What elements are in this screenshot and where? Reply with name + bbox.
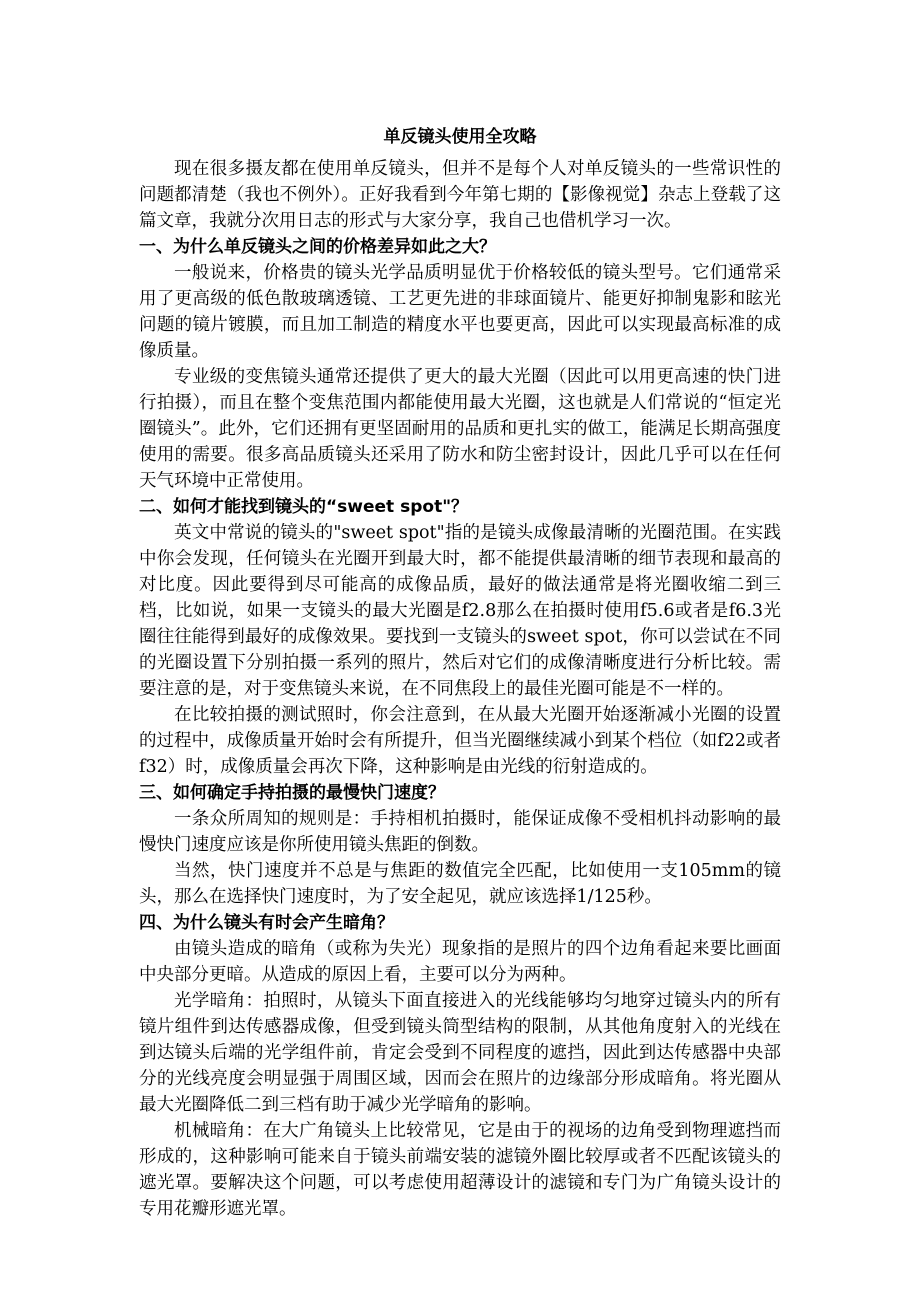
- paragraph-vignette-mechanical: 机械暗角：在大广角镜头上比较常见，它是由于的视场的边角受到物理遮挡而形成的，这种影响可能来自于镜头前端安装的滤镜外圈比较厚或者不匹配该镜头的遮光罩。要解决这个问题，可以考虑使用超薄设计的滤镜和专门为广角镜头设计的专用花瓣形遮光罩。: [139, 1121, 781, 1219]
- paragraph-sweet-spot-1: 英文中常说的镜头的"sweet spot"指的是镜头成像最清晰的光圈范围。在实践中你会发现，任何镜头在光圈开到最大时，都不能提供最清晰的细节表现和最高的对比度。因此要得到尽可能高的成像品质，最好的做法通常是将光圈收缩二到三档，比如说，如果一支镜头的最大光圈是f2.8那么在拍摄时使用f5.6或者是f6.3光圈往往能得到最好的成像效果。要找到一支镜头的sweet spot，你可以尝试在不同的光圈设置下分别拍摄一系列的照片，然后对它们的成像清晰度进行分析比较。需要注意的是，对于变焦镜头来说，在不同焦段上的最佳光圈可能是不一样的。: [139, 523, 781, 699]
- intro-paragraph: 现在很多摄友都在使用单反镜头，但并不是每个人对单反镜头的一些常识性的问题都清楚（我也不例外）。正好我看到今年第七期的【影像视觉】杂志上登载了这篇文章，我就分次用日志的形式与大家分享，我自己也借机学习一次。: [139, 159, 781, 231]
- paragraph-vignette-1: 由镜头造成的暗角（或称为失光）现象指的是照片的四个边角看起来要比画面中央部分更暗。从造成的原因上看，主要可以分为两种。: [139, 939, 781, 985]
- paragraph-sweet-spot-2: 在比较拍摄的测试照时，你会注意到，在从最大光圈开始逐渐减小光圈的设置的过程中，成像质量开始时会有所提升，但当光圈继续减小到某个档位（如f22或者f32）时，成像质量会再次下降，这种影响是由光线的衍射造成的。: [139, 705, 781, 777]
- paragraph-vignette-optical: 光学暗角：拍照时，从镜头下面直接进入的光线能够均匀地穿过镜头内的所有镜片组件到达传感器成像，但受到镜头筒型结构的限制，从其他角度射入的光线在到达镜头后端的光学组件前，肯定会受到不同程度的遮挡，因此到达传感器中央部分的光线亮度会明显强于周围区域，因而会在照片的边缘部分形成暗角。将光圈从最大光圈降低二到三档有助于减少光学暗角的影响。: [139, 991, 781, 1115]
- paragraph-price-1: 一般说来，价格贵的镜头光学品质明显优于价格较低的镜头型号。它们通常采用了更高级的低色散玻璃透镜、工艺更先进的非球面镜片、能更好抑制鬼影和眩光问题的镜片镀膜，而且加工制造的精度水平也要更高，因此可以实现最高标准的成像质量。: [139, 263, 781, 361]
- paragraph-shutter-1: 一条众所周知的规则是：手持相机拍摄时，能保证成像不受相机抖动影响的最慢快门速度应该是你所使用镜头焦距的倒数。: [139, 809, 781, 855]
- paragraph-shutter-2: 当然，快门速度并不总是与焦距的数值完全匹配，比如使用一支105mm的镜头，那么在选择快门速度时，为了安全起见，就应该选择1/125秒。: [139, 861, 781, 907]
- paragraph-price-2: 专业级的变焦镜头通常还提供了更大的最大光圈（因此可以用更高速的快门进行拍摄），而且在整个变焦范围内都能使用最大光圈，这也就是人们常说的“恒定光圈镜头”。此外，它们还拥有更坚固耐用的品质和更扎实的做工，能满足长期高强度使用的需要。很多高品质镜头还采用了防水和防尘密封设计，因此几乎可以在任何天气环境中正常使用。: [139, 367, 781, 491]
- section-heading-sweet-spot: 二、如何才能找到镜头的“sweet spot"？: [139, 497, 469, 517]
- section-heading-price: 一、为什么单反镜头之间的价格差异如此之大？: [139, 237, 496, 257]
- document-title: 单反镜头使用全攻略: [383, 127, 537, 147]
- section-heading-shutter: 三、如何确定手持拍摄的最慢快门速度？: [139, 783, 445, 803]
- document-page: [139, 118, 781, 1222]
- section-heading-vignette: 四、为什么镜头有时会产生暗角？: [139, 913, 394, 933]
